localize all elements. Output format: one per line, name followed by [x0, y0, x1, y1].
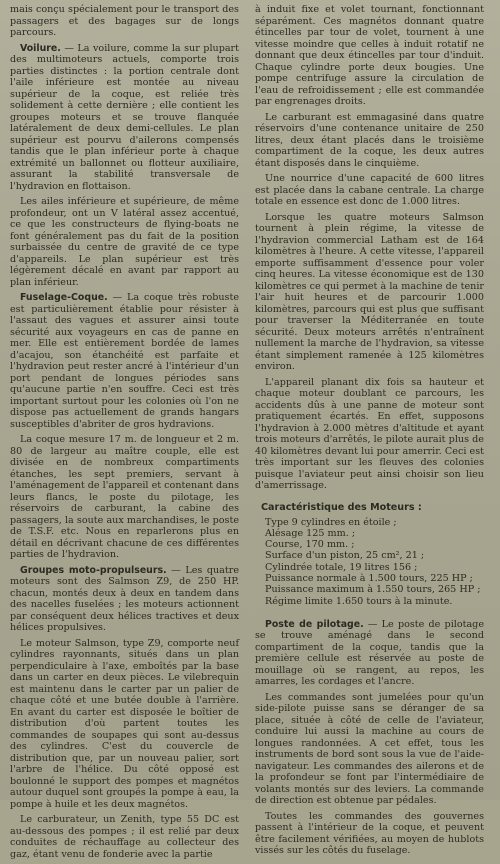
- paragraph: L'appareil planant dix fois sa hauteur et chaque moteur doublant ce parcours, les accidents dûs à une panne de moteur sont pratiquement écartés. En effet, supposons l'hydravion à 2.000 mètres d'altitude et ayant trois moteurs d'arrêtés, le pilote aurait plus de 40 kilomètres devant lui pour amerrir. Ceci est très important sur les fleuves des colonies puisque l'aviateur peut ainsi choisir son lieu d'amerrissage.: [255, 376, 484, 491]
- right-column: [255, 4, 484, 864]
- paragraph-text: — Les quatre moteurs sont des Salmson Z9, de 250 HP. chacun, montés deux à deux en tandem dans des nacelles fuselées ; les moteurs actionnent par conséquent deux hélices tractives et deux hélices propulsives.: [10, 564, 239, 633]
- paragraph: Une nourrice d'une capacité de 600 litres est placée dans la cabane centrale. La charge totale en essence est donc de 1.000 litres.: [255, 173, 484, 207]
- paragraph: La coque mesure 17 m. de longueur et 2 m. 80 de largeur au maître couple, elle est divisée en de nombreux compartiments étanches, les sept premiers, servant à l'aménagement de l'appareil et contenant dans leurs flancs, le poste du pilotage, les réservoirs de carburant, la cabine des passagers, la soute aux marchandises, le poste de T.S.F. etc. Nous en reparlerons plus en détail en décrivant chacune de ces différentes parties de l'hydravion.: [10, 434, 239, 560]
- paragraph: Lorsque les quatre moteurs Salmson tournent à plein régime, la vitesse de l'hydravion commercial Latham est de 164 kilomètres à l'heure. A cette vitesse, l'appareil emporte suffisamment d'essence pour voler cinq heures. La vitesse économique est de 130 kilomètres ce qui permet à la machine de tenir l'air huit heures et de parcourir 1.000 kilomètres, parcours qui est plus que suffisant pour traverser la Méditerranée en toute sécurité. Deux moteurs arrêtés n'entraînent nullement la marche de l'hydravion, sa vitesse étant simplement ramenée à 125 kilomètres environ.: [255, 211, 484, 372]
- section-voilure: [10, 43, 239, 193]
- two-column-layout: [10, 4, 490, 864]
- specs-heading: Caractéristique des Moteurs :: [261, 501, 422, 513]
- paragraph-text: — Le poste de pilotage se trouve aménagé dans le second compartiment de la coque, tandis que la première cellule est réservée au poste de mouillage où se rangent, au repos, les amarres, les cordages et l'ancre.: [255, 618, 484, 688]
- spec-item: Surface d'un piston, 25 cm², 21 ;: [265, 550, 425, 562]
- spec-item: Type 9 cylindres en étoile ;: [265, 516, 397, 528]
- section-groupes: [10, 565, 239, 634]
- paragraph: Les ailes inférieure et supérieure, de même profondeur, ont un V latéral assez accentué, ce que les constructeurs de flying-boats ne font généralement pas du fait de la position surbaissée du centre de gravité de ce type d'appareils. Le plan supérieur est très légèrement décalé en avant par rapport au plan inférieur.: [10, 196, 239, 288]
- paragraph: Le moteur Salmson, type Z9, comporte neuf cylindres rayonnants, situés dans un plan perpendiculaire à l'axe, emboîtés par la base dans un carter en deux pièces. Le vilebrequin est maintenu dans le carter par un palier de chaque côté et une butée double à l'arrière. En avant du carter est disposée le boîtier de distribution d'où partent toutes les commandes de soupapes qui sont au-dessus des cylindres. C'est du couvercle de distribution que, par un nouveau palier, sort l'arbre de l'hélice. Du côté opposé est boulonné le support des pompes et magnétos autour duquel sont groupés la pompe à eau, la pompe à huile et les deux magnétos.: [10, 637, 239, 810]
- section-heading: Voilure.: [20, 42, 61, 54]
- spec-item: Alésage 125 mm. ;: [265, 527, 356, 539]
- spec-item: Puissance maximum à 1.550 tours, 265 HP ;: [265, 584, 481, 596]
- spec-item: Course, 170 mm. ;: [265, 539, 355, 551]
- spec-item: Cylindrée totale, 19 litres 156 ;: [265, 561, 418, 573]
- section-heading: Fuselage-Coque.: [20, 292, 108, 303]
- section-fuselage: [10, 292, 239, 430]
- engine-specs-list: [265, 517, 484, 607]
- spec-item: Régime limite 1.650 tours à la minute.: [265, 595, 453, 607]
- spec-item: Puissance normale à 1.500 tours, 225 HP ;: [265, 572, 473, 584]
- paragraph: Le carburant est emmagasiné dans quatre réservoirs d'une contenance unitaire de 250 litres, deux étant placés dans le troisième compartiment de la coque, les deux autres étant disposés dans le cinquième.: [255, 111, 484, 169]
- paragraph-text: — La coque très robuste est particulièrement établie pour résister à l'assaut des vagues et assurer ainsi toute sécurité aux voyageurs en cas de panne en mer. Elle est entièrement bordée de lames d'acajou, son étanchéité est parfaite et l'hydravion peut rester ancré à l'intérieur d'un port pendant de longues périodes sans qu'aucune partie n'en souffre. Ceci est très important surtout pour les colonies où l'on ne dispose pas actuellement de grands hangars susceptibles d'abriter de gros hydravions.: [10, 292, 239, 430]
- section-poste: [255, 619, 484, 688]
- paragraph: Toutes les commandes des gouvernes passent à l'intérieur de la coque, et peuvent être facilement vérifiées, au moyen de hublots vissés sur les côtés du fuselage.: [255, 810, 484, 857]
- section-heading: Groupes moto-propulseurs.: [20, 564, 167, 576]
- paragraph: à induit fixe et volet tournant, fonctionnant séparément. Ces magnétos donnant quatre étincelles par tour de volet, tournent à une vitesse moindre que celles à induit rotatif ne donnant que deux étincelles par tour d'induit. Chaque cylindre porte deux bougies. Une pompe centrifuge assure la circulation de l'eau de refroidissement ; elle est commandée par engrenages droits.: [255, 4, 484, 107]
- paragraph: Les commandes sont jumelées pour qu'un side-pilote puisse sans se déranger de sa place, située à côté de celle de l'aviateur, conduire lui aussi la machine au cours de longues randonnées. A cet effet, tous les instruments de bord sont sous la vue de l'aide-navigateur. Les commandes des ailerons et de la profondeur se font par l'intermédiaire de volants montés sur des leviers. La commande de direction est obtenue par pédales.: [255, 691, 484, 807]
- paragraph: mais conçu spécialement pour le transport des passagers et des bagages sur de longs parcours.: [10, 4, 239, 38]
- left-column: [10, 4, 239, 864]
- paragraph: Le carburateur, un Zenith, type 55 DC est au-dessous des pompes ; il est relié par deux conduites de réchauffage au collecteur des gaz, étant venu de fonderie avec la partie: [10, 814, 239, 860]
- section-heading: Poste de pilotage.: [265, 618, 364, 630]
- paragraph-text: — La voilure, comme la sur plupart des multimoteurs actuels, comporte trois parties distinctes : la portion centrale dont l'aile inférieure est montée au niveau supérieur de la coque, est reliée très solidement à cette dernière ; elle contient les groupes moteurs et se trouve flanquée latéralement de deux demi-cellules. Le plan supérieur est pourvu d'ailerons compensés tandis que le plan inférieur porte à chaque extrémité un ballonnet ou flotteur auxiliaire, assurant la stabilité transversale de l'hydravion en flottaison.: [10, 42, 239, 192]
